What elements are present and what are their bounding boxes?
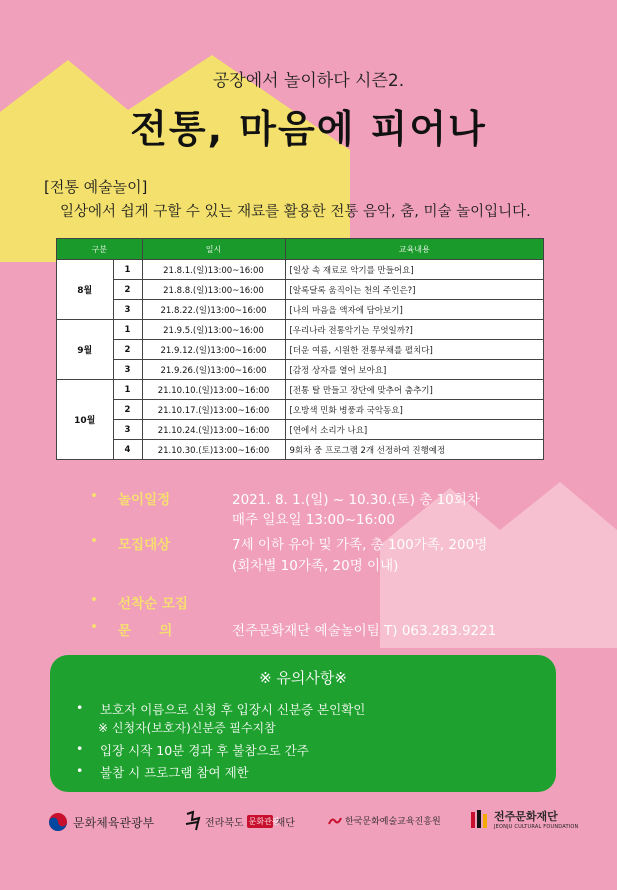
session-date: 21.10.24.(일)13:00~16:00	[142, 420, 285, 440]
header-category: 구분	[57, 239, 143, 260]
jeonju-mark-icon	[470, 808, 490, 830]
session-date: 21.8.8.(일)13:00~16:00	[142, 280, 285, 300]
session-content: [알록달록 움직이는 천의 주인은?]	[285, 280, 544, 300]
firstcome-label: 선착순 모집	[118, 596, 188, 612]
session-date: 21.9.12.(일)13:00~16:00	[142, 340, 285, 360]
program-title: 전통, 마음에 피어나	[130, 107, 487, 151]
session-content: [연에서 소리가 나요]	[285, 420, 544, 440]
session-num: 3	[113, 420, 142, 440]
session-content: [전통 탈 만들고 장단에 맞추어 춤추기]	[285, 380, 544, 400]
session-num: 1	[113, 260, 142, 280]
section-heading: [전통 예술놀이]	[44, 178, 148, 196]
session-num: 2	[113, 400, 142, 420]
period-value: 2021. 8. 1.(일) ~ 10.30.(토) 총 10회차	[232, 492, 480, 508]
ministry-logo	[48, 812, 154, 832]
table-row	[57, 380, 544, 400]
month-cell: 9월	[57, 320, 114, 380]
session-date: 21.8.22.(일)13:00~16:00	[142, 300, 285, 320]
bullet-icon: •	[90, 592, 98, 608]
period-time: 매주 일요일 13:00~16:00	[232, 512, 395, 528]
bullet-icon: •	[76, 763, 84, 778]
period-label: 놀이일정	[118, 492, 171, 508]
jeonbuk-logo	[184, 810, 295, 832]
target-value: 7세 이하 유아 및 가족, 총 100가족, 200명	[232, 537, 488, 553]
jeonbuk-mark-icon	[184, 810, 202, 832]
session-date: 21.8.1.(일)13:00~16:00	[142, 260, 285, 280]
table-row	[57, 360, 544, 380]
table-row	[57, 440, 544, 460]
target-detail: (회차별 10가족, 20명 이내)	[232, 558, 399, 574]
table-row	[57, 280, 544, 300]
session-content: [감정 상자를 열어 보아요]	[285, 360, 544, 380]
table-row	[57, 300, 544, 320]
contact-value: 전주문화재단 예술놀이팀 T) 063.283.9221	[232, 623, 497, 639]
table-row	[57, 320, 544, 340]
header-content: 교육내용	[285, 239, 544, 260]
session-date: 21.10.17.(일)13:00~16:00	[142, 400, 285, 420]
month-cell: 10월	[57, 380, 114, 460]
session-date: 21.10.10.(일)13:00~16:00	[142, 380, 285, 400]
arte-mark-icon	[328, 815, 342, 827]
session-num: 2	[113, 280, 142, 300]
jeonju-text	[494, 808, 578, 830]
arte-logo	[328, 814, 441, 827]
schedule-table	[56, 238, 544, 460]
notice-subitem: ※ 신청자(보호자)신분증 필수지참	[98, 721, 276, 735]
jeonbuk-badge: 문화관광	[248, 816, 280, 826]
bullet-icon: •	[90, 619, 98, 635]
month-cell: 8월	[57, 260, 114, 320]
table-header-row	[57, 239, 544, 260]
bullet-icon: •	[90, 488, 98, 504]
section-description: 일상에서 쉽게 구할 수 있는 재료를 활용한 전통 음악, 춤, 미술 놀이입니다.	[60, 204, 531, 220]
sponsor-logos	[0, 808, 617, 848]
session-content: [나의 마음을 액자에 담아보기]	[285, 300, 544, 320]
table-row	[57, 400, 544, 420]
session-date: 21.9.26.(일)13:00~16:00	[142, 360, 285, 380]
ministry-name: 문화체육관광부	[73, 815, 155, 830]
session-num: 3	[113, 300, 142, 320]
table-row	[57, 340, 544, 360]
header-date: 일시	[142, 239, 285, 260]
session-num: 1	[113, 320, 142, 340]
session-num: 1	[113, 380, 142, 400]
notice-title: ※ 유의사항※	[259, 669, 347, 687]
table-row	[57, 420, 544, 440]
notice-item: 불참 시 프로그램 참여 제한	[100, 765, 249, 780]
jeonju-logo	[470, 808, 578, 830]
bullet-icon: •	[90, 533, 98, 549]
contact-label: 문 의	[118, 623, 173, 639]
session-content: [우리나라 전통악기는 무엇일까?]	[285, 320, 544, 340]
bullet-icon: •	[76, 741, 84, 756]
jeonju-name-en: JEONJU CULTURAL FOUNDATION	[494, 824, 579, 830]
info-block	[90, 488, 570, 638]
notice-box	[50, 655, 556, 792]
notice-item: 보호자 이름으로 신청 후 입장시 신분증 본인확인	[100, 702, 366, 717]
session-num: 3	[113, 360, 142, 380]
table-row	[57, 260, 544, 280]
session-content: [일상 속 재료로 악기를 만들어요]	[285, 260, 544, 280]
session-content: [오방색 민화 병풍과 국악동요]	[285, 400, 544, 420]
arte-name: 한국문화예술교육진흥원	[345, 817, 441, 827]
session-content: [더운 여름, 시원한 전통부채를 펼치다]	[285, 340, 544, 360]
jeonju-name: 전주문화재단	[494, 810, 558, 823]
session-date: 21.9.5.(일)13:00~16:00	[142, 320, 285, 340]
jeonbuk-name: 전라북도	[205, 817, 244, 829]
notice-item: 입장 시작 10분 경과 후 불참으로 간주	[100, 743, 309, 758]
session-content: 9회차 중 프로그램 2개 선정하여 진행예정	[285, 440, 544, 460]
session-num: 2	[113, 340, 142, 360]
taegeuk-icon	[48, 812, 68, 832]
bullet-icon: •	[76, 700, 84, 715]
program-subtitle: 공장에서 놀이하다 시즌2.	[212, 71, 405, 91]
target-label: 모집대상	[118, 537, 171, 553]
session-num: 4	[113, 440, 142, 460]
jeonbuk-suffix: 재단	[275, 817, 295, 829]
session-date: 21.10.30.(토)13:00~16:00	[142, 440, 285, 460]
